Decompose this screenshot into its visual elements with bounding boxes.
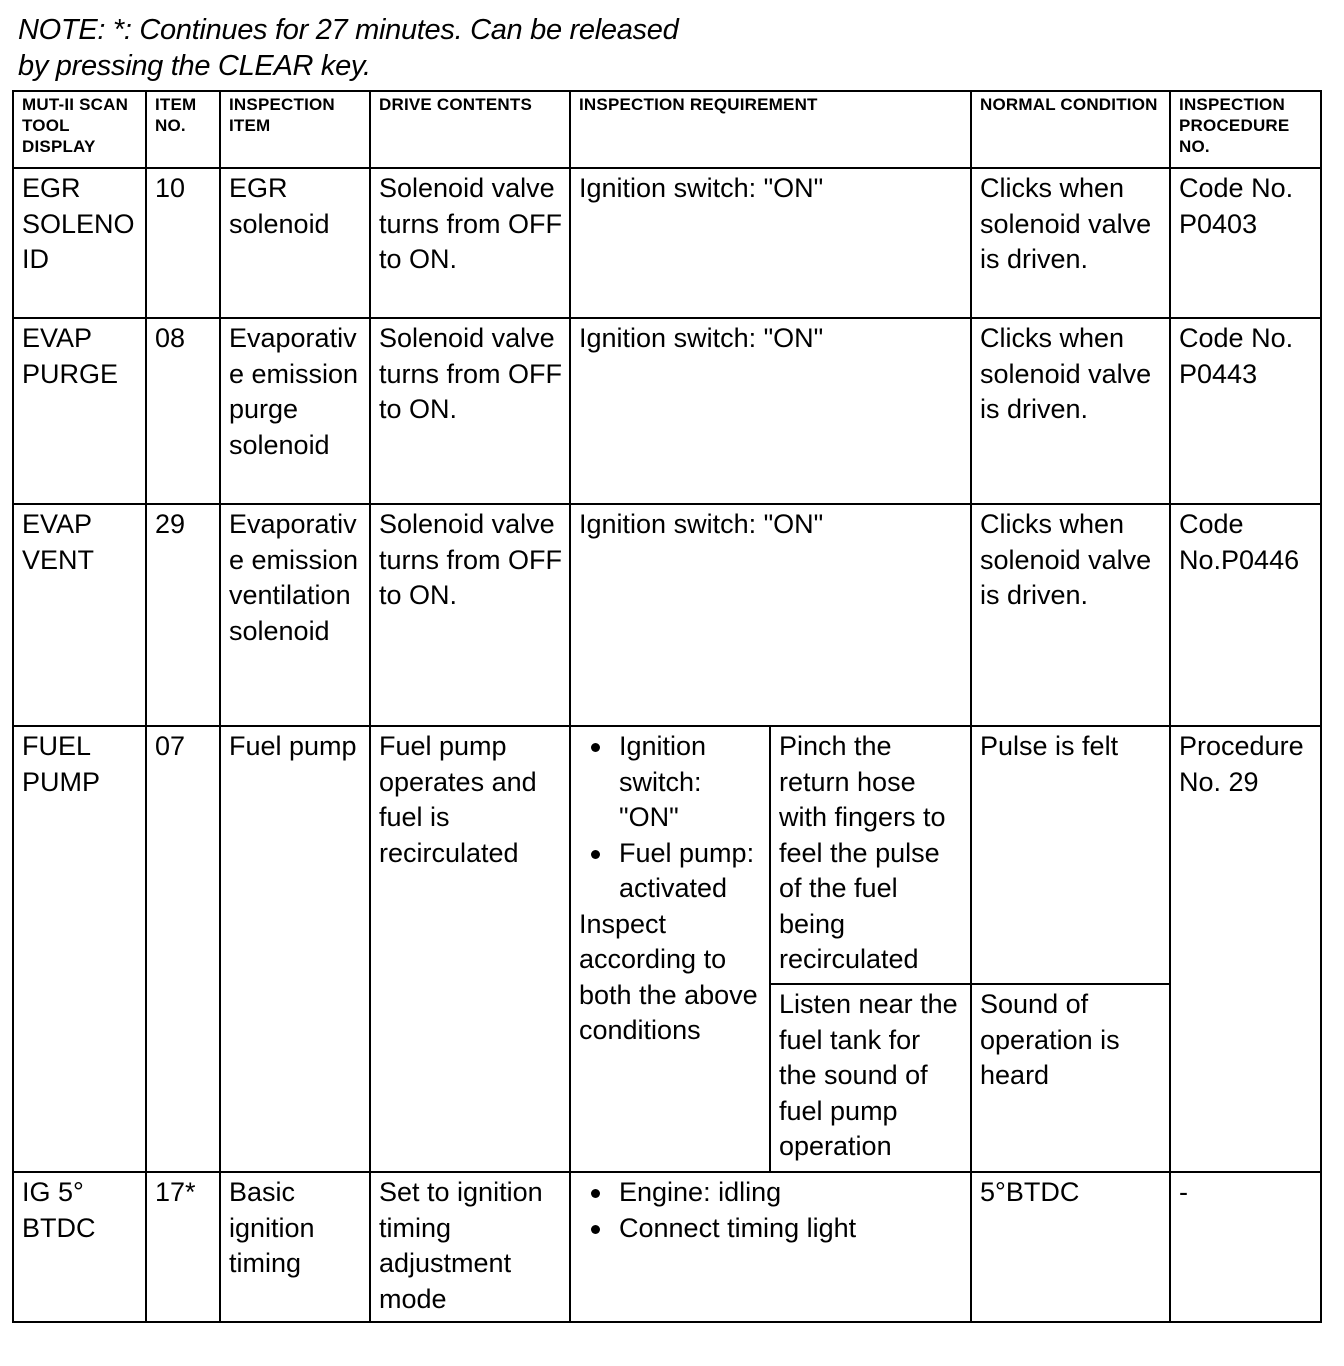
header-procedure-no: INSPECTION PROCEDURE NO. [1170, 91, 1321, 168]
list-item: Fuel pump: activated [579, 836, 763, 907]
note-line-2: by pressing the CLEAR key. [18, 50, 371, 82]
requirement-list [579, 1175, 964, 1246]
cell-inspection-item: Evaporative emission ventilation solenoid [220, 504, 370, 726]
cell-normal-condition: Clicks when solenoid valve is driven. [971, 318, 1170, 504]
cell-procedure-no: Code No.P0446 [1170, 504, 1321, 726]
list-item: Engine: idling [579, 1175, 964, 1211]
cell-drive-contents: Set to ignition timing adjustment mode [370, 1172, 570, 1322]
table-row [13, 1172, 1321, 1322]
header-inspection-item: INSPECTION ITEM [220, 91, 370, 168]
cell-requirement: Ignition switch: "ON" [570, 168, 971, 318]
cell-method-b: Listen near the fuel tank for the sound of fuel pump operation [770, 984, 971, 1172]
table-row [13, 726, 1321, 984]
header-normal-condition: NORMAL CONDITION [971, 91, 1170, 168]
table-note [18, 12, 918, 84]
cell-item-no: 10 [146, 168, 220, 318]
cell-item-no: 08 [146, 318, 220, 504]
table-row [13, 504, 1321, 726]
cell-inspection-item: Evaporative emission purge solenoid [220, 318, 370, 504]
header-drive-contents: DRIVE CONTENTS [370, 91, 570, 168]
note-line-1: NOTE: *: Continues for 27 minutes. Can be released [18, 14, 679, 46]
cell-inspection-item: EGR solenoid [220, 168, 370, 318]
cell-drive-contents: Solenoid valve turns from OFF to ON. [370, 504, 570, 726]
table-row [13, 168, 1321, 318]
actuator-test-table [12, 90, 1322, 1323]
cell-display: EGR SOLENOID [13, 168, 146, 318]
cell-procedure-no: Code No. P0443 [1170, 318, 1321, 504]
cell-inspection-item: Fuel pump [220, 726, 370, 1172]
cell-requirement [570, 726, 770, 1172]
cell-display: EVAP VENT [13, 504, 146, 726]
cell-procedure-no: Code No. P0403 [1170, 168, 1321, 318]
cell-drive-contents: Solenoid valve turns from OFF to ON. [370, 168, 570, 318]
cell-display: IG 5° BTDC [13, 1172, 146, 1322]
cell-procedure-no: Procedure No. 29 [1170, 726, 1321, 1172]
cell-requirement: Ignition switch: "ON" [570, 318, 971, 504]
header-display: MUT-II SCAN TOOL DISPLAY [13, 91, 146, 168]
cell-item-no: 17* [146, 1172, 220, 1322]
cell-drive-contents: Solenoid valve turns from OFF to ON. [370, 318, 570, 504]
cell-item-no: 07 [146, 726, 220, 1172]
cell-item-no: 29 [146, 504, 220, 726]
cell-inspection-item: Basic ignition timing [220, 1172, 370, 1322]
list-item: Ignition switch: "ON" [579, 729, 763, 836]
cell-requirement [570, 1172, 971, 1322]
cell-drive-contents: Fuel pump operates and fuel is recirculated [370, 726, 570, 1172]
cell-requirement: Ignition switch: "ON" [570, 504, 971, 726]
requirement-note: Inspect according to both the above conditions [579, 908, 758, 1045]
cell-method-a: Pinch the return hose with fingers to feel the pulse of the fuel being recirculated [770, 726, 971, 984]
list-item: Connect timing light [579, 1211, 964, 1247]
cell-normal-condition: Clicks when solenoid valve is driven. [971, 504, 1170, 726]
cell-display: EVAP PURGE [13, 318, 146, 504]
cell-normal-condition-a: Pulse is felt [971, 726, 1170, 984]
header-inspection-requirement: INSPECTION REQUIREMENT [570, 91, 971, 168]
cell-normal-condition: 5°BTDC [971, 1172, 1170, 1322]
requirement-list [579, 729, 763, 907]
cell-normal-condition: Clicks when solenoid valve is driven. [971, 168, 1170, 318]
cell-display: FUEL PUMP [13, 726, 146, 1172]
header-row [13, 91, 1321, 168]
cell-procedure-no: - [1170, 1172, 1321, 1322]
cell-normal-condition-b: Sound of operation is heard [971, 984, 1170, 1172]
header-item-no: ITEM NO. [146, 91, 220, 168]
table-row [13, 318, 1321, 504]
